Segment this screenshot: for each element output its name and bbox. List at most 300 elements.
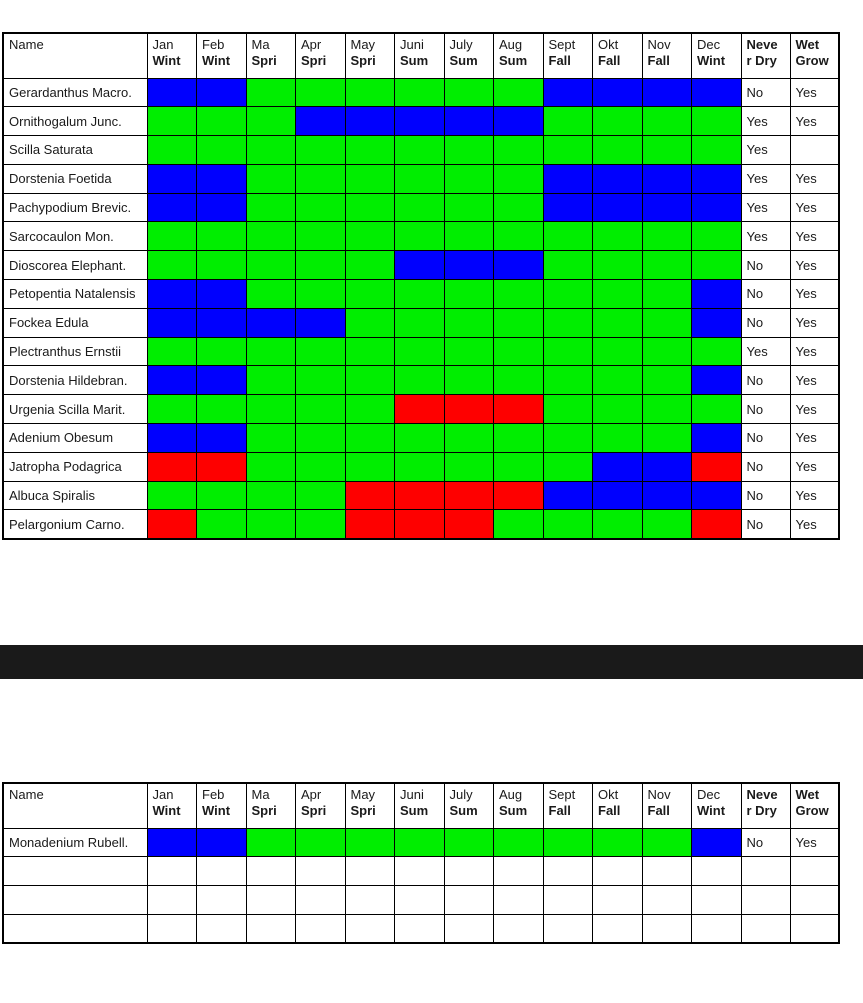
season-label: Spri	[350, 803, 376, 819]
plant-name-cell: Pachypodium Brevic.	[3, 193, 147, 222]
season-label: Sum	[499, 53, 528, 69]
month-cell-okt	[593, 337, 643, 366]
month-cell-juni	[395, 366, 445, 395]
wet-grow-cell: Yes	[790, 337, 839, 366]
plant-name-cell: Scilla Saturata	[3, 136, 147, 165]
never-dry-column-header	[741, 783, 790, 828]
month-cell-okt	[593, 280, 643, 309]
season-label: Spri	[350, 53, 376, 69]
month-cell-dec	[692, 251, 742, 280]
month-cell-feb	[197, 481, 247, 510]
month-cell-sept	[543, 914, 593, 943]
season-label: Fall	[647, 803, 670, 819]
season-label: Sum	[400, 803, 429, 819]
never-dry-cell: No	[741, 251, 790, 280]
month-cell-ma	[246, 914, 296, 943]
month-cell-dec	[692, 424, 742, 453]
plant-row	[3, 78, 839, 107]
month-cell-apr	[296, 828, 346, 857]
month-cell-okt	[593, 914, 643, 943]
month-cell-july	[444, 164, 494, 193]
month-cell-may	[345, 193, 395, 222]
month-column-header-jan	[147, 783, 197, 828]
month-cell-dec	[692, 78, 742, 107]
month-column-header-may	[345, 783, 395, 828]
plant-name-cell: Monadenium Rubell.	[3, 828, 147, 857]
month-cell-nov	[642, 280, 692, 309]
month-cell-sept	[543, 886, 593, 915]
month-cell-july	[444, 280, 494, 309]
month-cell-feb	[197, 251, 247, 280]
month-cell-may	[345, 914, 395, 943]
header-row	[3, 783, 839, 828]
plant-row	[3, 366, 839, 395]
month-column-header-aug	[494, 33, 544, 78]
month-cell-sept	[543, 107, 593, 136]
never-dry-cell: No	[741, 828, 790, 857]
wet-grow-cell	[790, 136, 839, 165]
month-cell-okt	[593, 366, 643, 395]
month-cell-jan	[147, 452, 197, 481]
month-cell-dec	[692, 337, 742, 366]
month-column-header-july	[444, 783, 494, 828]
season-label: Wint	[697, 803, 726, 819]
month-label: Aug	[499, 787, 523, 802]
month-cell-aug	[494, 280, 544, 309]
month-cell-okt	[593, 452, 643, 481]
month-cell-dec	[692, 481, 742, 510]
plant-name-cell: Sarcocaulon Mon.	[3, 222, 147, 251]
month-cell-ma	[246, 510, 296, 539]
month-cell-jan	[147, 914, 197, 943]
never-dry-cell: No	[741, 395, 790, 424]
month-cell-okt	[593, 78, 643, 107]
month-cell-nov	[642, 222, 692, 251]
never-dry-cell: No	[741, 481, 790, 510]
season-label: Fall	[548, 53, 571, 69]
month-cell-apr	[296, 222, 346, 251]
never-dry-cell	[741, 886, 790, 915]
month-cell-juni	[395, 251, 445, 280]
month-cell-juni	[395, 78, 445, 107]
plant-row	[3, 251, 839, 280]
month-cell-aug	[494, 78, 544, 107]
month-cell-jan	[147, 395, 197, 424]
plant-row	[3, 164, 839, 193]
plant-row	[3, 107, 839, 136]
never-dry-cell: Yes	[741, 222, 790, 251]
month-cell-sept	[543, 395, 593, 424]
season-label: Spri	[301, 803, 327, 819]
wet-grow-column-header-line1: Wet	[795, 37, 820, 52]
month-cell-nov	[642, 78, 692, 107]
month-cell-feb	[197, 510, 247, 539]
month-cell-dec	[692, 193, 742, 222]
month-cell-jan	[147, 481, 197, 510]
month-cell-jan	[147, 337, 197, 366]
month-cell-july	[444, 510, 494, 539]
month-label: Juni	[400, 37, 424, 52]
wet-grow-cell: Yes	[790, 251, 839, 280]
month-cell-nov	[642, 886, 692, 915]
month-cell-apr	[296, 78, 346, 107]
month-cell-juni	[395, 107, 445, 136]
wet-grow-column-header-line2: Grow	[795, 803, 829, 819]
month-cell-apr	[296, 107, 346, 136]
never-dry-cell: No	[741, 280, 790, 309]
month-label: Ma	[251, 37, 270, 52]
plant-name-cell: Fockea Edula	[3, 308, 147, 337]
season-label: Spri	[251, 53, 277, 69]
month-cell-dec	[692, 395, 742, 424]
month-cell-apr	[296, 308, 346, 337]
never-dry-cell: Yes	[741, 136, 790, 165]
month-cell-apr	[296, 481, 346, 510]
month-column-header-feb	[197, 783, 247, 828]
month-cell-apr	[296, 280, 346, 309]
month-cell-may	[345, 828, 395, 857]
page-separator-bar	[0, 645, 863, 679]
plant-name-cell: Petopentia Natalensis	[3, 280, 147, 309]
month-cell-juni	[395, 886, 445, 915]
month-cell-apr	[296, 337, 346, 366]
plant-row	[3, 222, 839, 251]
month-cell-okt	[593, 886, 643, 915]
month-cell-jan	[147, 308, 197, 337]
month-cell-juni	[395, 914, 445, 943]
wet-grow-cell: Yes	[790, 308, 839, 337]
month-cell-july	[444, 886, 494, 915]
wet-grow-column-header-line2: Grow	[795, 53, 829, 69]
never-dry-column-header	[741, 33, 790, 78]
wet-grow-cell	[790, 857, 839, 886]
month-cell-okt	[593, 251, 643, 280]
month-cell-ma	[246, 857, 296, 886]
month-cell-nov	[642, 510, 692, 539]
month-column-header-ma	[246, 783, 296, 828]
month-cell-dec	[692, 280, 742, 309]
month-cell-feb	[197, 395, 247, 424]
month-cell-dec	[692, 886, 742, 915]
month-cell-nov	[642, 481, 692, 510]
month-label: Dec	[697, 787, 721, 802]
month-cell-aug	[494, 107, 544, 136]
month-cell-july	[444, 914, 494, 943]
month-cell-aug	[494, 251, 544, 280]
month-cell-juni	[395, 481, 445, 510]
month-cell-feb	[197, 308, 247, 337]
plant-row	[3, 193, 839, 222]
month-cell-apr	[296, 886, 346, 915]
month-cell-ma	[246, 308, 296, 337]
month-cell-feb	[197, 424, 247, 453]
never-dry-cell: Yes	[741, 164, 790, 193]
month-label: Feb	[202, 37, 225, 52]
month-column-header-okt	[593, 33, 643, 78]
month-cell-okt	[593, 308, 643, 337]
month-cell-july	[444, 481, 494, 510]
month-cell-nov	[642, 107, 692, 136]
month-cell-may	[345, 164, 395, 193]
month-cell-sept	[543, 136, 593, 165]
month-cell-july	[444, 857, 494, 886]
month-cell-aug	[494, 857, 544, 886]
month-cell-apr	[296, 251, 346, 280]
month-cell-apr	[296, 164, 346, 193]
month-cell-sept	[543, 193, 593, 222]
month-cell-okt	[593, 136, 643, 165]
month-cell-okt	[593, 107, 643, 136]
month-cell-sept	[543, 424, 593, 453]
month-cell-nov	[642, 828, 692, 857]
month-cell-july	[444, 337, 494, 366]
month-cell-nov	[642, 857, 692, 886]
month-column-header-nov	[642, 33, 692, 78]
month-cell-sept	[543, 222, 593, 251]
month-cell-ma	[246, 222, 296, 251]
month-cell-okt	[593, 222, 643, 251]
month-cell-ma	[246, 366, 296, 395]
wet-grow-column-header	[790, 783, 839, 828]
month-cell-ma	[246, 107, 296, 136]
month-cell-juni	[395, 452, 445, 481]
month-label: Sept	[548, 787, 576, 802]
wet-grow-cell: Yes	[790, 510, 839, 539]
month-cell-july	[444, 828, 494, 857]
season-label: Fall	[598, 803, 621, 819]
month-label: May	[350, 787, 376, 802]
month-cell-feb	[197, 136, 247, 165]
month-cell-jan	[147, 857, 197, 886]
wet-grow-cell: Yes	[790, 78, 839, 107]
plant-name-cell: Ornithogalum Junc.	[3, 107, 147, 136]
month-cell-may	[345, 395, 395, 424]
month-cell-nov	[642, 914, 692, 943]
month-column-header-sept	[543, 33, 593, 78]
month-cell-apr	[296, 424, 346, 453]
never-dry-cell: Yes	[741, 193, 790, 222]
month-cell-apr	[296, 452, 346, 481]
month-cell-nov	[642, 424, 692, 453]
month-cell-jan	[147, 366, 197, 395]
month-label: Jan	[152, 787, 174, 802]
month-cell-aug	[494, 366, 544, 395]
wet-grow-cell: Yes	[790, 107, 839, 136]
never-dry-cell: No	[741, 510, 790, 539]
never-dry-cell: No	[741, 308, 790, 337]
plant-name-cell	[3, 857, 147, 886]
month-cell-juni	[395, 164, 445, 193]
month-cell-juni	[395, 222, 445, 251]
month-cell-okt	[593, 193, 643, 222]
month-cell-nov	[642, 308, 692, 337]
plant-name-cell: Dorstenia Foetida	[3, 164, 147, 193]
month-cell-sept	[543, 510, 593, 539]
plant-row	[3, 510, 839, 539]
month-cell-feb	[197, 164, 247, 193]
never-dry-cell: No	[741, 424, 790, 453]
month-cell-okt	[593, 510, 643, 539]
name-column-header: Name	[3, 783, 147, 828]
month-cell-jan	[147, 251, 197, 280]
season-label: Fall	[548, 803, 571, 819]
month-cell-ma	[246, 78, 296, 107]
month-cell-feb	[197, 193, 247, 222]
plant-row	[3, 395, 839, 424]
month-cell-feb	[197, 222, 247, 251]
wet-grow-cell: Yes	[790, 280, 839, 309]
month-cell-july	[444, 136, 494, 165]
wet-grow-cell: Yes	[790, 222, 839, 251]
plant-name-cell: Plectranthus Ernstii	[3, 337, 147, 366]
month-cell-sept	[543, 857, 593, 886]
month-cell-ma	[246, 886, 296, 915]
month-cell-sept	[543, 251, 593, 280]
month-cell-dec	[692, 510, 742, 539]
month-label: Apr	[301, 37, 322, 52]
season-label: Fall	[647, 53, 670, 69]
plant-name-cell: Albuca Spiralis	[3, 481, 147, 510]
month-cell-aug	[494, 828, 544, 857]
month-label: Feb	[202, 787, 225, 802]
month-cell-may	[345, 107, 395, 136]
month-cell-nov	[642, 452, 692, 481]
month-cell-feb	[197, 280, 247, 309]
month-cell-feb	[197, 452, 247, 481]
month-cell-ma	[246, 395, 296, 424]
month-cell-feb	[197, 107, 247, 136]
month-cell-okt	[593, 424, 643, 453]
plant-row	[3, 280, 839, 309]
never-dry-column-header-line2: r Dry	[746, 803, 777, 819]
plant-name-cell: Jatropha Podagrica	[3, 452, 147, 481]
plant-row	[3, 914, 839, 943]
month-cell-dec	[692, 136, 742, 165]
month-cell-juni	[395, 136, 445, 165]
season-label: Fall	[598, 53, 621, 69]
month-cell-juni	[395, 337, 445, 366]
month-cell-feb	[197, 78, 247, 107]
wet-grow-cell: Yes	[790, 424, 839, 453]
month-cell-apr	[296, 366, 346, 395]
month-cell-feb	[197, 914, 247, 943]
month-cell-dec	[692, 222, 742, 251]
month-cell-aug	[494, 308, 544, 337]
month-column-header-juni	[395, 783, 445, 828]
month-cell-juni	[395, 828, 445, 857]
month-cell-okt	[593, 481, 643, 510]
season-label: Wint	[202, 803, 231, 819]
never-dry-cell: No	[741, 366, 790, 395]
month-cell-aug	[494, 886, 544, 915]
month-label: May	[350, 37, 376, 52]
plant-name-cell: Urgenia Scilla Marit.	[3, 395, 147, 424]
month-cell-july	[444, 107, 494, 136]
month-cell-july	[444, 366, 494, 395]
month-cell-may	[345, 481, 395, 510]
month-cell-sept	[543, 481, 593, 510]
month-cell-sept	[543, 280, 593, 309]
month-cell-aug	[494, 193, 544, 222]
wet-grow-cell: Yes	[790, 481, 839, 510]
month-cell-feb	[197, 366, 247, 395]
month-cell-sept	[543, 828, 593, 857]
plant-row	[3, 481, 839, 510]
month-cell-okt	[593, 395, 643, 424]
month-cell-ma	[246, 193, 296, 222]
wet-grow-cell: Yes	[790, 452, 839, 481]
never-dry-cell: No	[741, 452, 790, 481]
month-label: July	[449, 787, 473, 802]
plant-row	[3, 857, 839, 886]
wet-grow-cell	[790, 914, 839, 943]
month-cell-aug	[494, 510, 544, 539]
month-cell-jan	[147, 164, 197, 193]
month-cell-aug	[494, 914, 544, 943]
season-label: Spri	[301, 53, 327, 69]
month-cell-juni	[395, 857, 445, 886]
month-cell-aug	[494, 481, 544, 510]
season-label: Wint	[202, 53, 231, 69]
month-column-header-may	[345, 33, 395, 78]
watering-schedule-table-bottom	[2, 782, 840, 944]
plant-name-cell: Adenium Obesum	[3, 424, 147, 453]
month-column-header-sept	[543, 783, 593, 828]
month-column-header-juni	[395, 33, 445, 78]
month-column-header-okt	[593, 783, 643, 828]
wet-grow-cell: Yes	[790, 366, 839, 395]
month-cell-july	[444, 222, 494, 251]
month-cell-ma	[246, 424, 296, 453]
month-cell-juni	[395, 395, 445, 424]
month-cell-okt	[593, 164, 643, 193]
season-label: Sum	[400, 53, 429, 69]
season-label: Spri	[251, 803, 277, 819]
month-cell-ma	[246, 452, 296, 481]
month-column-header-feb	[197, 33, 247, 78]
month-cell-aug	[494, 337, 544, 366]
month-cell-july	[444, 251, 494, 280]
month-column-header-jan	[147, 33, 197, 78]
month-cell-nov	[642, 366, 692, 395]
month-cell-may	[345, 424, 395, 453]
month-cell-nov	[642, 193, 692, 222]
name-column-header: Name	[3, 33, 147, 78]
month-cell-sept	[543, 164, 593, 193]
month-cell-nov	[642, 164, 692, 193]
wet-grow-cell: Yes	[790, 395, 839, 424]
month-cell-aug	[494, 424, 544, 453]
month-cell-nov	[642, 395, 692, 424]
month-cell-jan	[147, 424, 197, 453]
month-cell-may	[345, 452, 395, 481]
month-cell-feb	[197, 828, 247, 857]
month-cell-may	[345, 510, 395, 539]
plant-row	[3, 452, 839, 481]
month-cell-ma	[246, 136, 296, 165]
month-cell-ma	[246, 280, 296, 309]
month-cell-may	[345, 308, 395, 337]
season-label: Wint	[152, 803, 181, 819]
season-label: Sum	[449, 53, 478, 69]
month-column-header-july	[444, 33, 494, 78]
month-cell-jan	[147, 193, 197, 222]
month-cell-dec	[692, 452, 742, 481]
never-dry-cell	[741, 857, 790, 886]
month-cell-juni	[395, 193, 445, 222]
month-cell-july	[444, 193, 494, 222]
never-dry-column-header-line1: Neve	[746, 37, 778, 52]
